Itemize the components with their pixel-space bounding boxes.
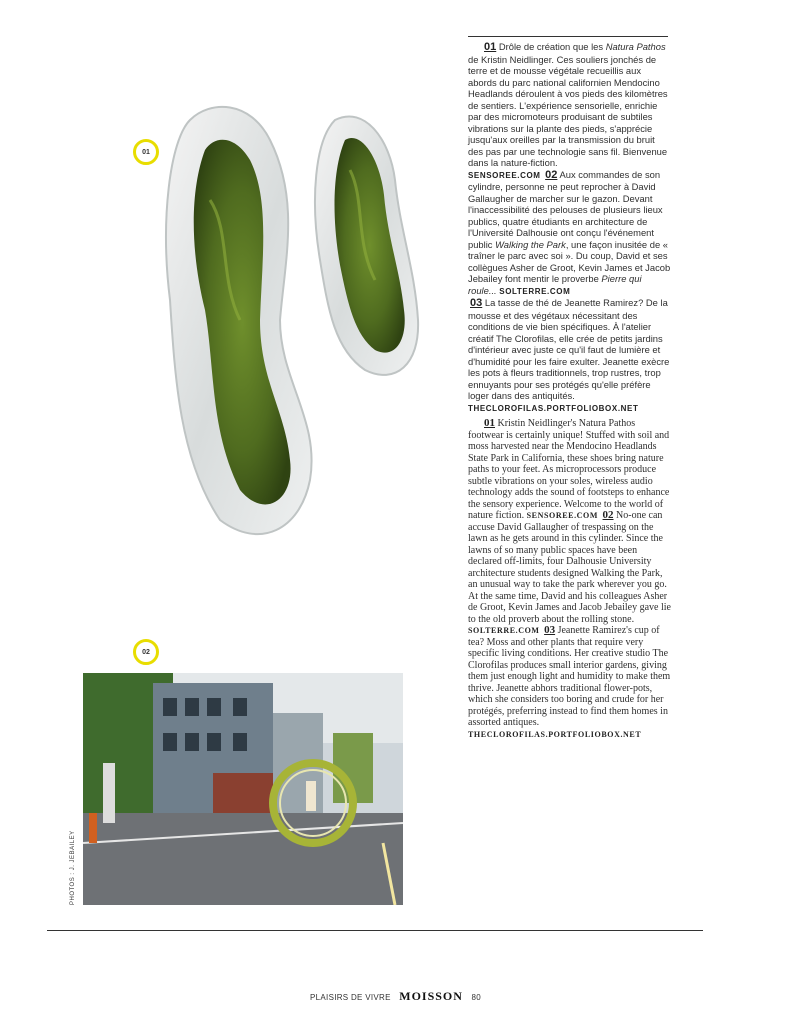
page-number: 80: [471, 993, 481, 1002]
bottom-rule: [47, 930, 703, 931]
link-theclorofilas-en[interactable]: THECLOROFILAS.PORTFOLIOBOX.NET: [468, 729, 642, 739]
link-sensoree[interactable]: SENSOREE.COM: [468, 170, 541, 180]
photo-marker-02: 02: [133, 639, 159, 665]
item-number-02-en: 02: [602, 509, 614, 521]
link-theclorofilas[interactable]: THECLOROFILAS.PORTFOLIOBOX.NET: [468, 403, 639, 413]
page-footer: [0, 989, 791, 1004]
item-number-01: 01: [484, 41, 497, 53]
french-paragraph: 01 Drôle de création que les Natura Pathos de Kristin Neidlinger. Ces souliers jonchés de terre et de mousse végétale recueillis aux abords du parc national californien Mendocino Headlands déroulent à vos pieds des kilomètres de sentiers. L'expérience sensorielle, enrichie par des micromoteurs produisant de subtiles vibrations sur la plante des pieds, s'apprécie jusqu'aux oreilles par la transmission du bruit des pas par une technologie sans fil. Bienvenue dans la nature-fiction. SENSOREE.COM 02 Aux commandes de son cylindre, personne ne peut reprocher à David Gallaugher de marcher sur le gazon. Devant l'inaccessibilité des pelouses de plusieurs lieux publics, quatre étudiants en architecture de l'Université Dalhousie ont conçu l'événement public Walking the Park, une façon inusitée de « traîner le parc avec soi ». Du coup, David et ses collègues Asher de Groot, Kevin James et Jacob Jebailey font mentir le proverbe Pierre qui roule... SOLTERRE.COM 03 La tasse de thé de Jeanette Ramirez? De la mousse et des végétaux nécessitant des conditions de vie bien spécifiques. À l'atelier créatif The Clorofilas, elle crée de petits jardins d'intérieur avec juste ce qu'il faut de lumière et d'humidité pour les faire exulter. Jeanette exècre les pots à fleurs traditionnels, trop rustres, trop ennuyants pour ses protégés qu'elle préfère loger dans des antiquités. THECLOROFILAS.PORTFOLIOBOX.NET: [468, 41, 671, 413]
link-solterre-en[interactable]: SOLTERRE.COM: [468, 626, 540, 635]
article-text-column: [468, 41, 672, 740]
item-number-03: 03: [470, 297, 483, 309]
link-solterre[interactable]: SOLTERRE.COM: [499, 286, 571, 296]
item-number-03-en: 03: [544, 624, 556, 636]
item-number-02: 02: [545, 168, 558, 181]
photo-marker-01: 01: [133, 139, 159, 165]
rolling-cylinder-street-photo: [83, 673, 403, 905]
english-paragraph: 01 Kristin Neidlinger's Natura Pathos footwear is certainly unique! Stuffed with soil and moss harvested near the Mendocino Headlands State Park in California, these shoes bring nature paths to your feet. As microprocessors produce subtle vibrations on your soles, wireless audio technology adds the sound of footsteps to enhance the sensory experience. Welcome to the world of nature fiction. SENSOREE.COM 02 No-one can accuse David Gallaugher of trespassing on the lawn as he gets around in this cylinder. Since the lawns of so many public spaces have been declared off-limits, four Dalhousie University architecture students designed Walking the Park, an unusual way to take the park wherever you go. At the same time, David and his colleagues Asher de Groot, Kevin James and Jacob Jebailey gave lie to the old proverb about the rolling stone. SOLTERRE.COM 03 Jeanette Ramirez's cup of tea? Moss and other plants that require very specific living conditions. Her creative studio The Clorofilas produces small interior gardens, giving them just enough light and humidity to make them thrive. Jeanette abhors traditional flower-pots, which she considers too boring and crude for her protégés, preferring instead to find them homes in assorted antiques. THECLOROFILAS.PORTFOLIOBOX.NET: [468, 417, 671, 739]
photo-credit: PHOTOS : J. JEBAILEY: [70, 830, 76, 905]
footer-section: PLAISIRS DE VIVRE: [310, 993, 391, 1002]
top-rule: [468, 36, 668, 37]
moss-shoes-photo: [150, 80, 450, 550]
item-number-01-en: 01: [484, 417, 495, 429]
link-sensoree-en[interactable]: SENSOREE.COM: [526, 511, 599, 520]
magazine-brand: MOISSON: [399, 989, 463, 1003]
